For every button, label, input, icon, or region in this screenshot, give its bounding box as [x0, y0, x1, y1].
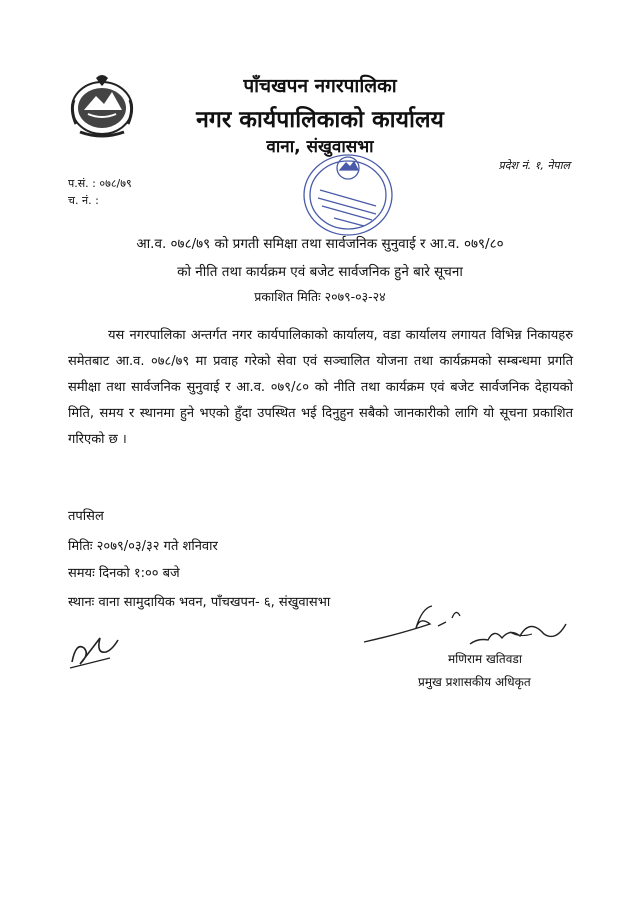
- nepal-emblem-icon: [66, 70, 138, 140]
- officer-designation: प्रमुख प्रशासकीय अधिकृत: [418, 675, 531, 689]
- chalani-number: च. नं. :: [68, 194, 99, 207]
- event-time: समयः दिनको १:०० बजे: [68, 566, 180, 581]
- notice-subject-line-2: को नीति तथा कार्यक्रम एवं बजेट सार्वजनिक हुने बारे सूचना: [177, 264, 463, 280]
- patra-sankhya: प.सं. : ०७८/७९: [68, 177, 132, 190]
- notice-body: यस नगरपालिका अन्तर्गत नगर कार्यपालिकाको कार्यालय, वडा कार्यालय लगायत विभिन्न निकायहरु समेतबाट आ.व. ०७८/७९ मा प्रवाह गरेको सेवा एवं सञ्चालित योजना तथा कार्यक्रमको सम्बन्धमा प्रगति समीक्षा तथा सार्वजनिक सुनुवाई र आ.व. ०७९/८० को नीति तथा कार्यक्रम एवं बजेट सार्वजनिक देहायको मिति, समय र स्थानमा हुने भएको हुँदा उपस्थित भई दिनुहुन सबैको जानकारीको लागि यो सूचना प्रकाशित गरिएको छ ।: [68, 328, 573, 447]
- published-date: प्रकाशित मितिः २०७९-०३-२४: [254, 289, 386, 304]
- municipality-name: पाँचखपन नगरपालिका: [243, 75, 397, 97]
- details-heading: तपसिल: [68, 509, 104, 524]
- office-address: वाना, संखुवासभा: [266, 137, 374, 157]
- left-signature-icon: [66, 628, 126, 670]
- officer-signature-icon: [360, 598, 575, 658]
- office-stamp-icon: [300, 150, 395, 240]
- event-date: मितिः २०७९/०३/३२ गते शनिवार: [68, 539, 218, 554]
- event-venue: स्थानः वाना सामुदायिक भवन, पाँचखपन- ६, संखुवासभा: [68, 595, 331, 610]
- province-label: प्रदेश नं. १, नेपाल: [498, 159, 570, 172]
- office-name: नगर कार्यपालिकाको कार्यालय: [196, 107, 444, 133]
- notice-subject-line-1: आ.व. ०७८/७९ को प्रगती समिक्षा तथा सार्वजनिक सुनुवाई र आ.व. ०७९/८०: [136, 236, 504, 252]
- officer-name: मणिराम खतिवडा: [448, 652, 522, 666]
